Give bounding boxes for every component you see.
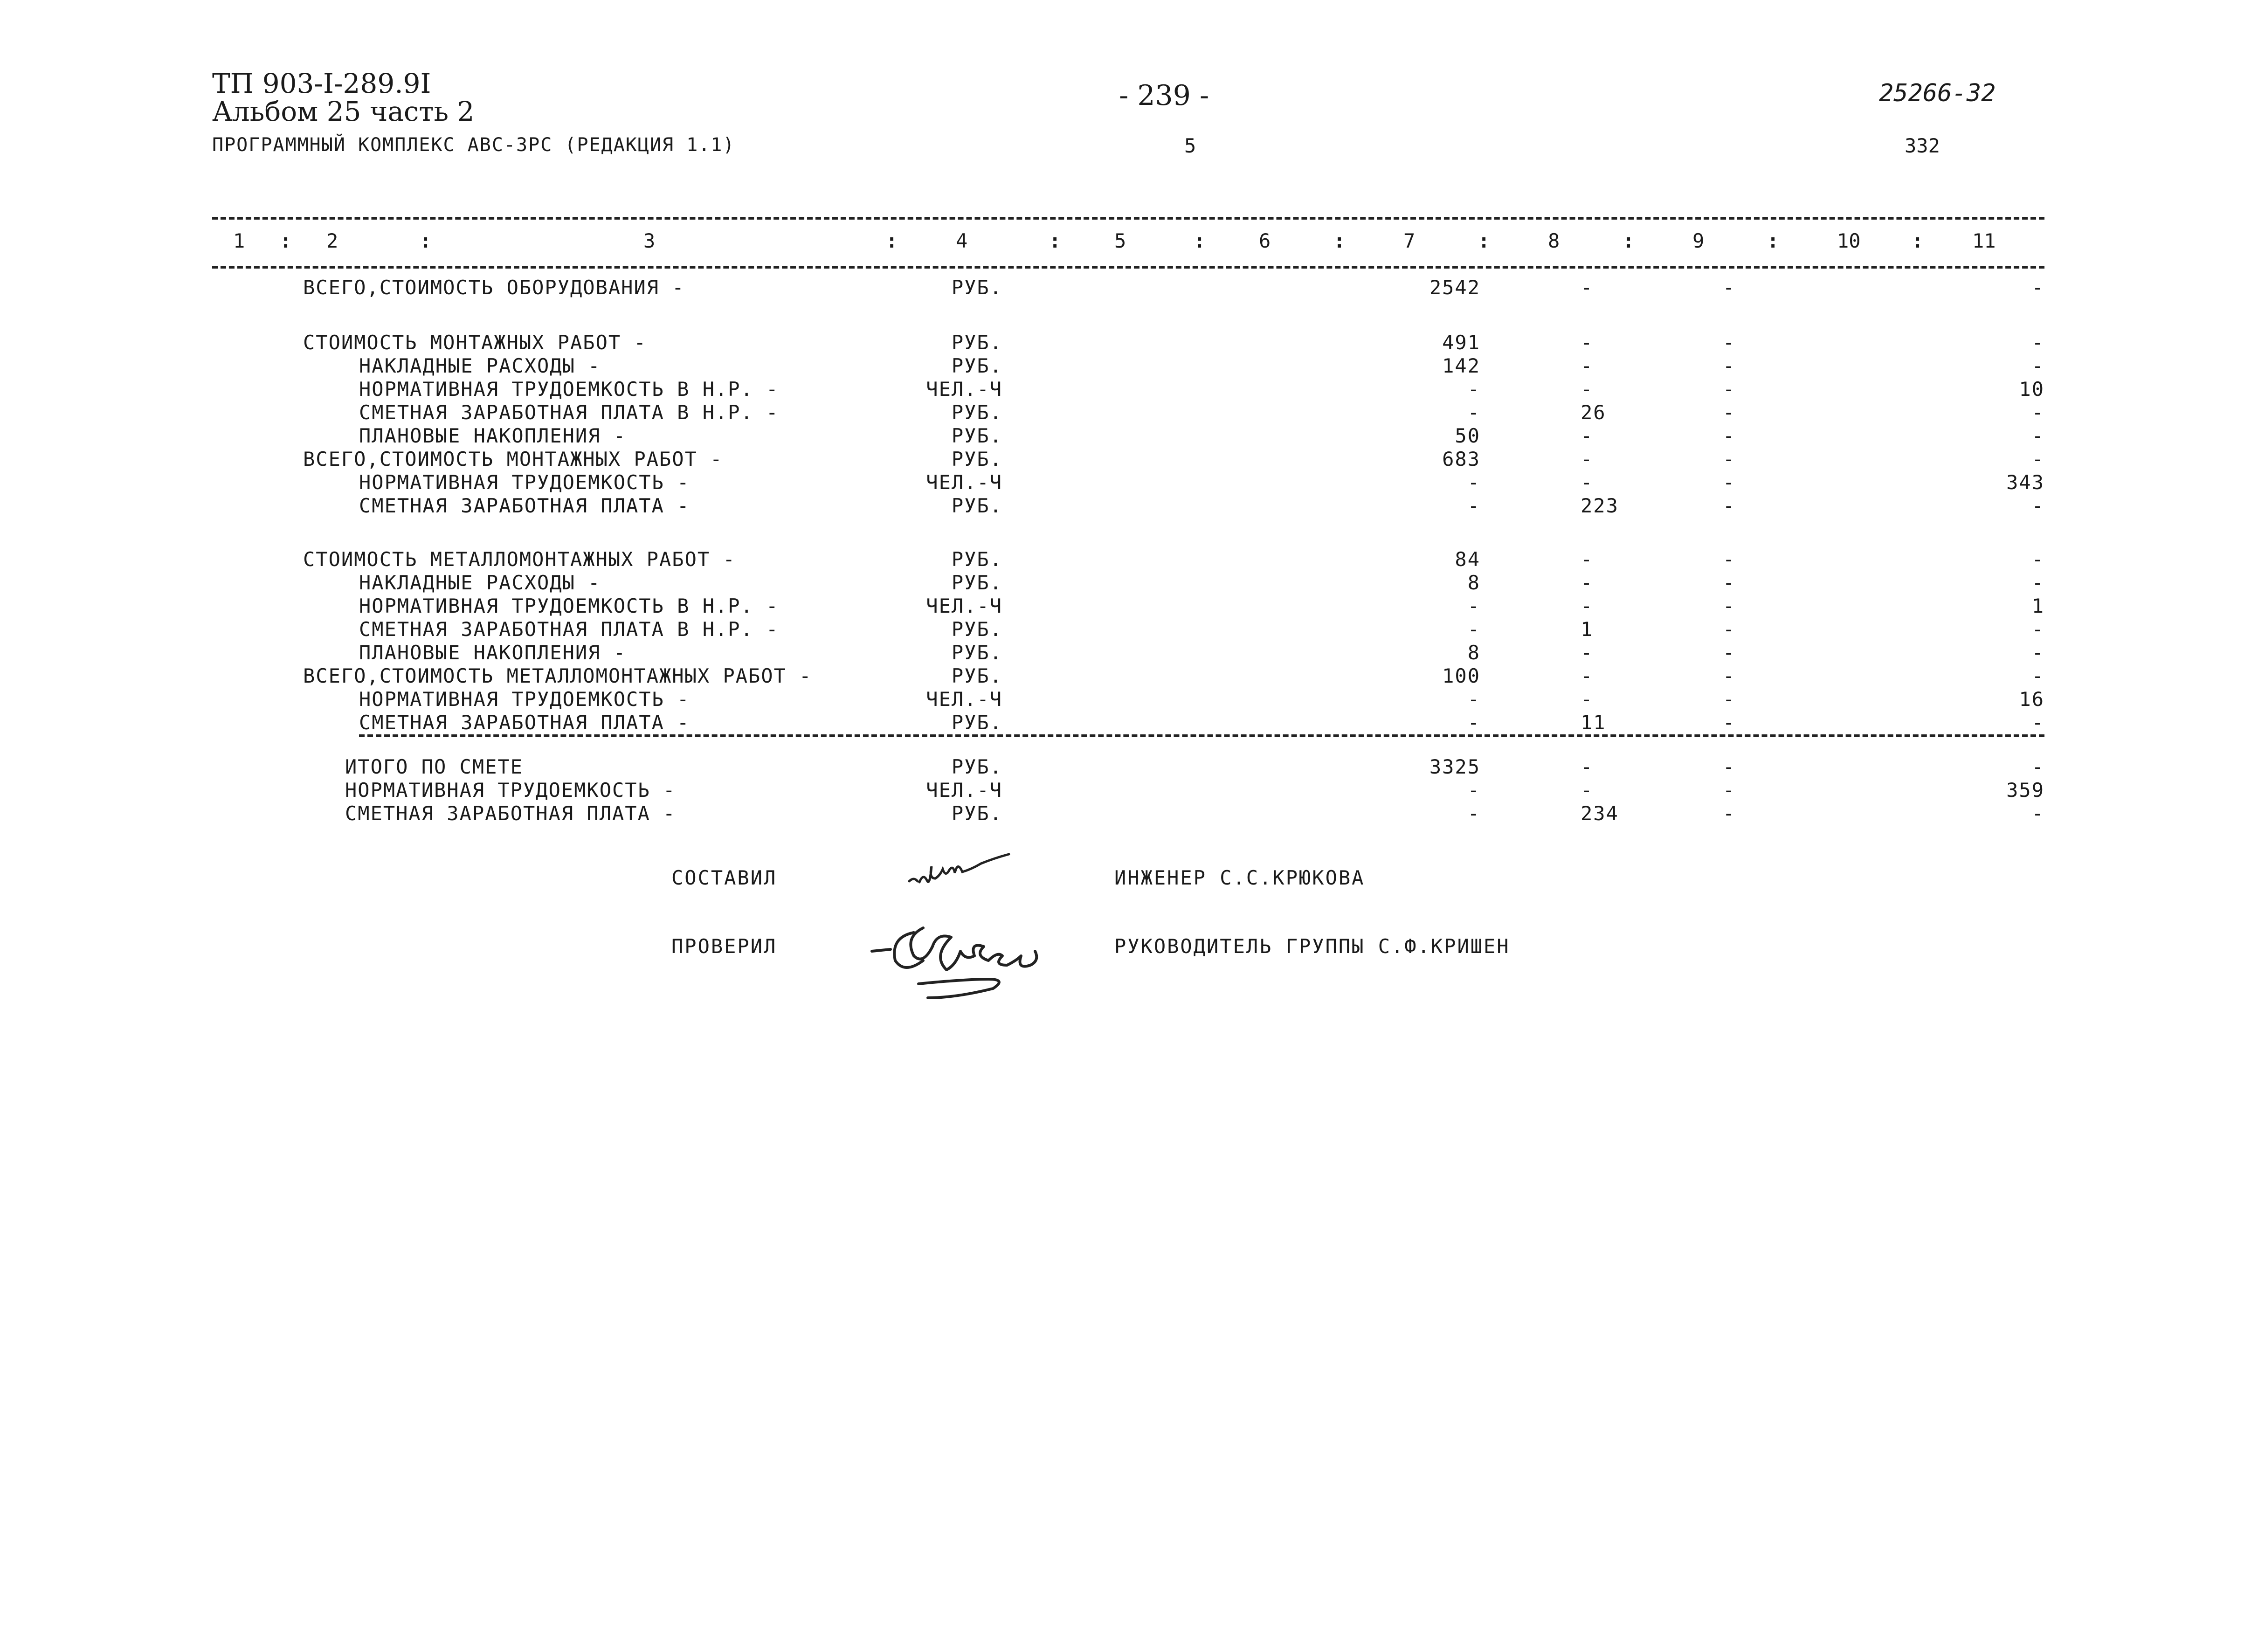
cell-col7: - (1467, 688, 1480, 711)
row-unit: ЧЕЛ.-Ч (926, 378, 1002, 401)
cell-col7: - (1467, 711, 1480, 734)
cell-col7: - (1467, 401, 1480, 424)
row-label: НОРМАТИВНАЯ ТРУДОЕМКОСТЬ В Н.Р. - (359, 378, 779, 401)
cell-col11: - (2031, 331, 2044, 354)
row-unit: РУБ. (951, 276, 1002, 299)
cell-col8: 223 (1581, 494, 1619, 517)
cell-col8: - (1581, 688, 1594, 711)
cell-col8: - (1581, 641, 1594, 664)
row-label: СМЕТНАЯ ЗАРАБОТНАЯ ПЛАТА - (359, 494, 690, 517)
cell-col9: - (1723, 494, 1736, 517)
cell-col7: 2542 (1429, 276, 1480, 299)
row-label: НАКЛАДНЫЕ РАСХОДЫ - (359, 571, 601, 594)
cell-col11: - (2031, 494, 2044, 517)
cell-col8: - (1581, 594, 1594, 617)
row-label: СМЕТНАЯ ЗАРАБОТНАЯ ПЛАТА В Н.Р. - (359, 401, 779, 424)
cell-col9: - (1723, 378, 1736, 401)
cell-col9: - (1723, 779, 1736, 802)
row-unit: ЧЕЛ.-Ч (926, 471, 1002, 494)
row-label: ВСЕГО,СТОИМОСТЬ МЕТАЛЛОМОНТАЖНЫХ РАБОТ - (303, 664, 812, 687)
cell-col7: 8 (1467, 641, 1480, 664)
row-label: НОРМАТИВНАЯ ТРУДОЕМКОСТЬ - (359, 471, 690, 494)
cell-col9: - (1723, 618, 1736, 641)
column-header-3: 3 (643, 229, 656, 252)
row-label: НОРМАТИВНАЯ ТРУДОЕМКОСТЬ В Н.Р. - (359, 594, 779, 617)
row-label: ПЛАНОВЫЕ НАКОПЛЕНИЯ - (359, 424, 627, 447)
column-header-5: 5 (1114, 229, 1126, 252)
row-unit: РУБ. (951, 664, 1002, 687)
compiled-by: ИНЖЕНЕР С.С.КРЮКОВА (1114, 866, 1365, 889)
row-unit: ЧЕЛ.-Ч (926, 779, 1002, 802)
cell-col9: - (1723, 354, 1736, 377)
cell-col11: 343 (2006, 471, 2044, 494)
table-header-rule (212, 266, 2044, 269)
cell-col7: - (1467, 618, 1480, 641)
row-unit: РУБ. (951, 401, 1002, 424)
cell-col8: - (1581, 755, 1594, 778)
cell-col9: - (1723, 424, 1736, 447)
column-separator: : (1194, 229, 1206, 252)
cell-col9: - (1723, 755, 1736, 778)
cell-col8: - (1581, 571, 1594, 594)
cell-col8: - (1581, 354, 1594, 377)
row-unit: РУБ. (951, 424, 1002, 447)
cell-col7: 491 (1442, 331, 1480, 354)
cell-col8: - (1581, 471, 1594, 494)
row-unit: РУБ. (951, 711, 1002, 734)
row-label: СТОИМОСТЬ МЕТАЛЛОМОНТАЖНЫХ РАБОТ - (303, 548, 736, 571)
cell-col8: - (1581, 331, 1594, 354)
program-name: ПРОГРАММНЫЙ КОМПЛЕКС АВС-3РС (РЕДАКЦИЯ 1.1) (212, 134, 735, 156)
row-unit: РУБ. (951, 494, 1002, 517)
column-separator: : (1767, 229, 1779, 252)
column-separator: : (1623, 229, 1635, 252)
row-label: ВСЕГО,СТОИМОСТЬ МОНТАЖНЫХ РАБОТ - (303, 448, 723, 470)
cell-col9: - (1723, 594, 1736, 617)
cell-col11: - (2031, 755, 2044, 778)
cell-col9: - (1723, 276, 1736, 299)
row-label: ПЛАНОВЫЕ НАКОПЛЕНИЯ - (359, 641, 627, 664)
cell-col9: - (1723, 448, 1736, 470)
cell-col9: - (1723, 802, 1736, 825)
column-header-2: 2 (326, 229, 338, 252)
cell-col9: - (1723, 688, 1736, 711)
column-header-4: 4 (956, 229, 968, 252)
cell-col11: - (2031, 802, 2044, 825)
cell-col7: - (1467, 779, 1480, 802)
cell-col7: 100 (1442, 664, 1480, 687)
row-unit: РУБ. (951, 618, 1002, 641)
cell-col8: - (1581, 548, 1594, 571)
cell-col8: 1 (1581, 618, 1594, 641)
column-separator: : (1912, 229, 1924, 252)
cell-col11: - (2031, 664, 2044, 687)
cell-col8: - (1581, 276, 1594, 299)
row-label: ИТОГО ПО СМЕТЕ (345, 755, 524, 778)
column-separator: : (1049, 229, 1061, 252)
cell-col11: - (2031, 354, 2044, 377)
row-label: ВСЕГО,СТОИМОСТЬ ОБОРУДОВАНИЯ - (303, 276, 685, 299)
row-label: СМЕТНАЯ ЗАРАБОТНАЯ ПЛАТА - (359, 711, 690, 734)
row-label: НОРМАТИВНАЯ ТРУДОЕМКОСТЬ - (359, 688, 690, 711)
column-header-7: 7 (1403, 229, 1416, 252)
cell-col11: 10 (2019, 378, 2044, 401)
cell-col8: - (1581, 664, 1594, 687)
checked-label: ПРОВЕРИЛ (671, 935, 777, 958)
cell-col8: 234 (1581, 802, 1619, 825)
cell-col7: 683 (1442, 448, 1480, 470)
cell-col11: - (2031, 548, 2044, 571)
album-info: Альбом 25 часть 2 (212, 96, 475, 127)
cell-col7: - (1467, 802, 1480, 825)
document-code: 25266-32 (1879, 79, 1996, 107)
row-label: СТОИМОСТЬ МОНТАЖНЫХ РАБОТ - (303, 331, 647, 354)
page-number: - 239 - (1119, 79, 1209, 112)
column-header-11: 11 (1972, 229, 1996, 252)
column-header-6: 6 (1259, 229, 1271, 252)
row-label: НОРМАТИВНАЯ ТРУДОЕМКОСТЬ - (345, 779, 676, 802)
row-label: СМЕТНАЯ ЗАРАБОТНАЯ ПЛАТА - (345, 802, 676, 825)
row-unit: РУБ. (951, 331, 1002, 354)
cell-col9: - (1723, 664, 1736, 687)
subtotal-rule (359, 734, 2044, 737)
column-header-9: 9 (1692, 229, 1705, 252)
cell-col11: - (2031, 618, 2044, 641)
compiled-label: СОСТАВИЛ (671, 866, 777, 889)
cell-col11: - (2031, 448, 2044, 470)
row-unit: РУБ. (951, 354, 1002, 377)
column-separator: : (1478, 229, 1490, 252)
row-unit: РУБ. (951, 641, 1002, 664)
cell-col11: 359 (2006, 779, 2044, 802)
cell-col7: 50 (1455, 424, 1480, 447)
table-top-rule (212, 217, 2044, 220)
cell-col8: 26 (1581, 401, 1606, 424)
cell-col7: 8 (1467, 571, 1480, 594)
cell-col7: - (1467, 471, 1480, 494)
row-unit: РУБ. (951, 548, 1002, 571)
cell-col7: 142 (1442, 354, 1480, 377)
cell-col9: - (1723, 331, 1736, 354)
cell-col11: - (2031, 641, 2044, 664)
cell-col11: - (2031, 401, 2044, 424)
program-number: 5 (1184, 134, 1196, 157)
cell-col8: - (1581, 448, 1594, 470)
cell-col9: - (1723, 711, 1736, 734)
column-separator: : (1333, 229, 1346, 252)
cell-col9: - (1723, 571, 1736, 594)
cell-col11: - (2031, 424, 2044, 447)
checked-by: РУКОВОДИТЕЛЬ ГРУППЫ С.Ф.КРИШЕН (1114, 935, 1510, 958)
row-unit: ЧЕЛ.-Ч (926, 594, 1002, 617)
cell-col8: 11 (1581, 711, 1606, 734)
row-unit: РУБ. (951, 571, 1002, 594)
row-unit: РУБ. (951, 448, 1002, 470)
cell-col11: 16 (2019, 688, 2044, 711)
column-header-1: 1 (233, 229, 245, 252)
column-separator: : (280, 229, 292, 252)
cell-col9: - (1723, 548, 1736, 571)
cell-col9: - (1723, 641, 1736, 664)
column-header-10: 10 (1837, 229, 1861, 252)
sheet-number: 332 (1905, 134, 1940, 157)
cell-col7: - (1467, 494, 1480, 517)
cell-col7: - (1467, 594, 1480, 617)
column-separator: : (420, 229, 432, 252)
checked-signature (863, 914, 1063, 1002)
cell-col11: - (2031, 276, 2044, 299)
cell-col7: 3325 (1429, 755, 1480, 778)
column-header-8: 8 (1548, 229, 1560, 252)
cell-col8: - (1581, 779, 1594, 802)
cell-col11: - (2031, 711, 2044, 734)
row-unit: РУБ. (951, 802, 1002, 825)
column-separator: : (886, 229, 898, 252)
cell-col7: - (1467, 378, 1480, 401)
row-unit: РУБ. (951, 755, 1002, 778)
project-code: ТП 903-I-289.9I (212, 68, 431, 99)
compiled-signature (905, 849, 1035, 891)
row-label: СМЕТНАЯ ЗАРАБОТНАЯ ПЛАТА В Н.Р. - (359, 618, 779, 641)
cell-col9: - (1723, 401, 1736, 424)
cell-col8: - (1581, 424, 1594, 447)
cell-col8: - (1581, 378, 1594, 401)
row-label: НАКЛАДНЫЕ РАСХОДЫ - (359, 354, 601, 377)
cell-col9: - (1723, 471, 1736, 494)
cell-col11: - (2031, 571, 2044, 594)
row-unit: ЧЕЛ.-Ч (926, 688, 1002, 711)
cell-col11: 1 (2031, 594, 2044, 617)
cell-col7: 84 (1455, 548, 1480, 571)
